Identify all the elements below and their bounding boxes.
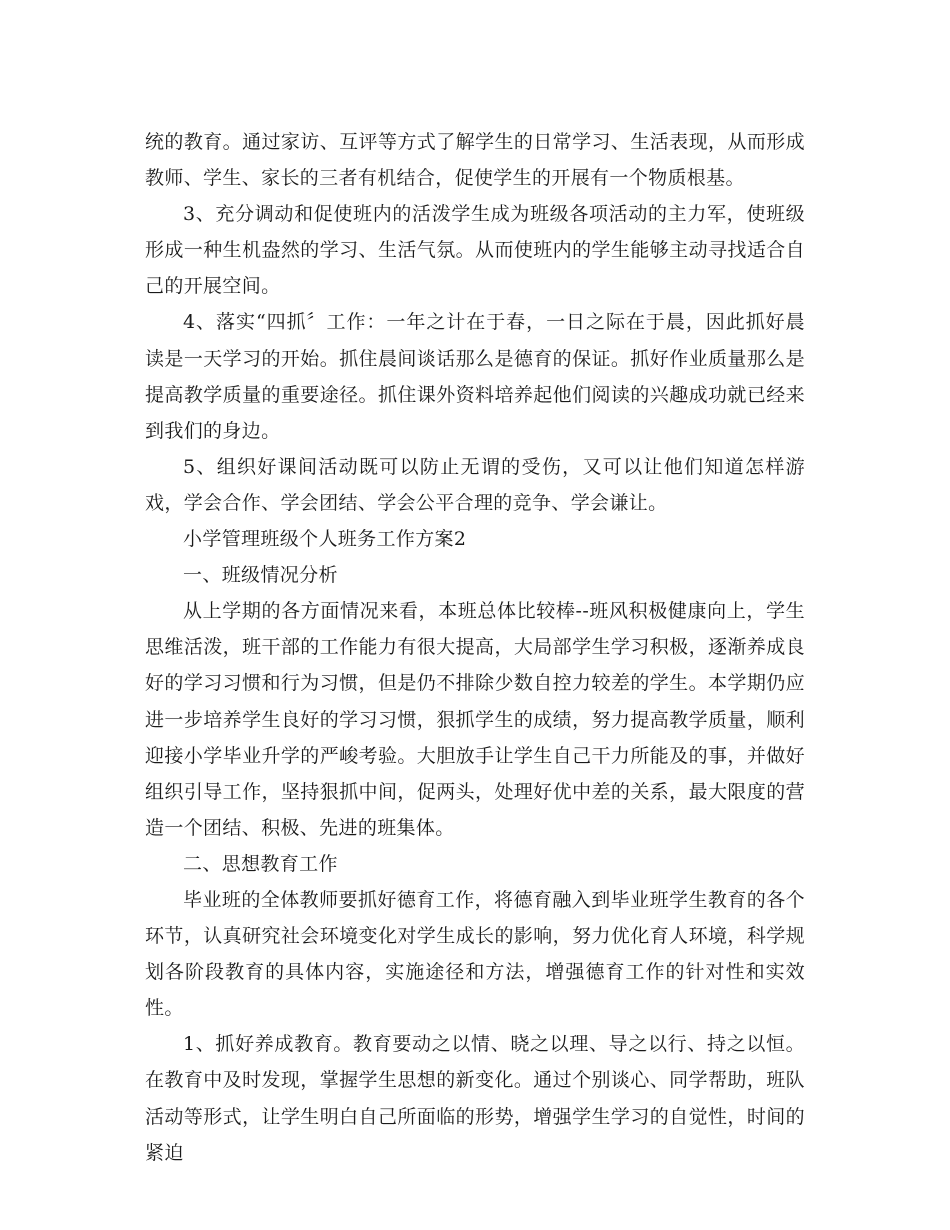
- paragraph-5: 从上学期的各方面情况来看，本班总体比较棒--班风积极健康向上，学生思维活泼，班干部的工作能力有很大提高，大局部学生学习积极，逐渐养成良好的学习习惯和行为习惯，但是仍不排除少数自控力较差的学生。本学期仍应进一步培养学生良好的学习习惯，狠抓学生的成绩，努力提高教学质量，顺利迎接小学毕业升学的严峻考验。大胆放手让学生自己干力所能及的事，并做好组织引导工作，坚持狠抓中间，促两头，处理好优中差的关系，最大限度的营造一个团结、积极、先进的班集体。: [145, 600, 805, 839]
- paragraph-6: 毕业班的全体教师要抓好德育工作，将德育融入到毕业班学生教育的各个环节，认真研究社会环境变化对学生成长的影响，努力优化育人环境，科学规划各阶段教育的具体内容，实施途径和方法，增强德育工作的针对性和实效性。: [145, 888, 805, 1020]
- paragraph-4: 5、组织好课间活动既可以防止无谓的受伤，又可以让他们知道怎样游戏，学会合作、学会团结、学会公平合理的竞争、学会谦让。: [145, 455, 805, 514]
- paragraph-7: 1、抓好养成教育。教育要动之以情、晓之以理、导之以行、持之以恒。在教育中及时发现，掌握学生思想的新变化。通过个别谈心、同学帮助，班队活动等形式，让学生明白自己所面临的形势，增强学生学习的自觉性，时间的紧迫: [145, 1033, 805, 1164]
- paragraph-1: 统的教育。通过家访、互评等方式了解学生的日常学习、生活表现，从而形成教师、学生、家长的三者有机结合，促使学生的开展有一个物质根基。: [145, 131, 805, 190]
- paragraph-3: 4、落实“四抓〞工作：一年之计在于春，一日之际在于晨，因此抓好晨读是一天学习的开始。抓住晨间谈话那么是德育的保证。抓好作业质量那么是提高教学质量的重要途径。抓住课外资料培养起他们阅读的兴趣成功就已经来到我们的身边。: [145, 311, 805, 442]
- paragraph-2: 3、充分调动和促使班内的活泼学生成为班级各项活动的主力军，使班级形成一种生机盎然的学习、生活气氛。从而使班内的学生能够主动寻找适合自己的开展空间。: [145, 203, 805, 298]
- section-title: 小学管理班级个人班务工作方案2: [183, 528, 467, 551]
- section-heading-1: 一、班级情况分析: [183, 564, 338, 587]
- section-heading-2: 二、思想教育工作: [183, 852, 338, 875]
- document-page: [145, 124, 805, 1171]
